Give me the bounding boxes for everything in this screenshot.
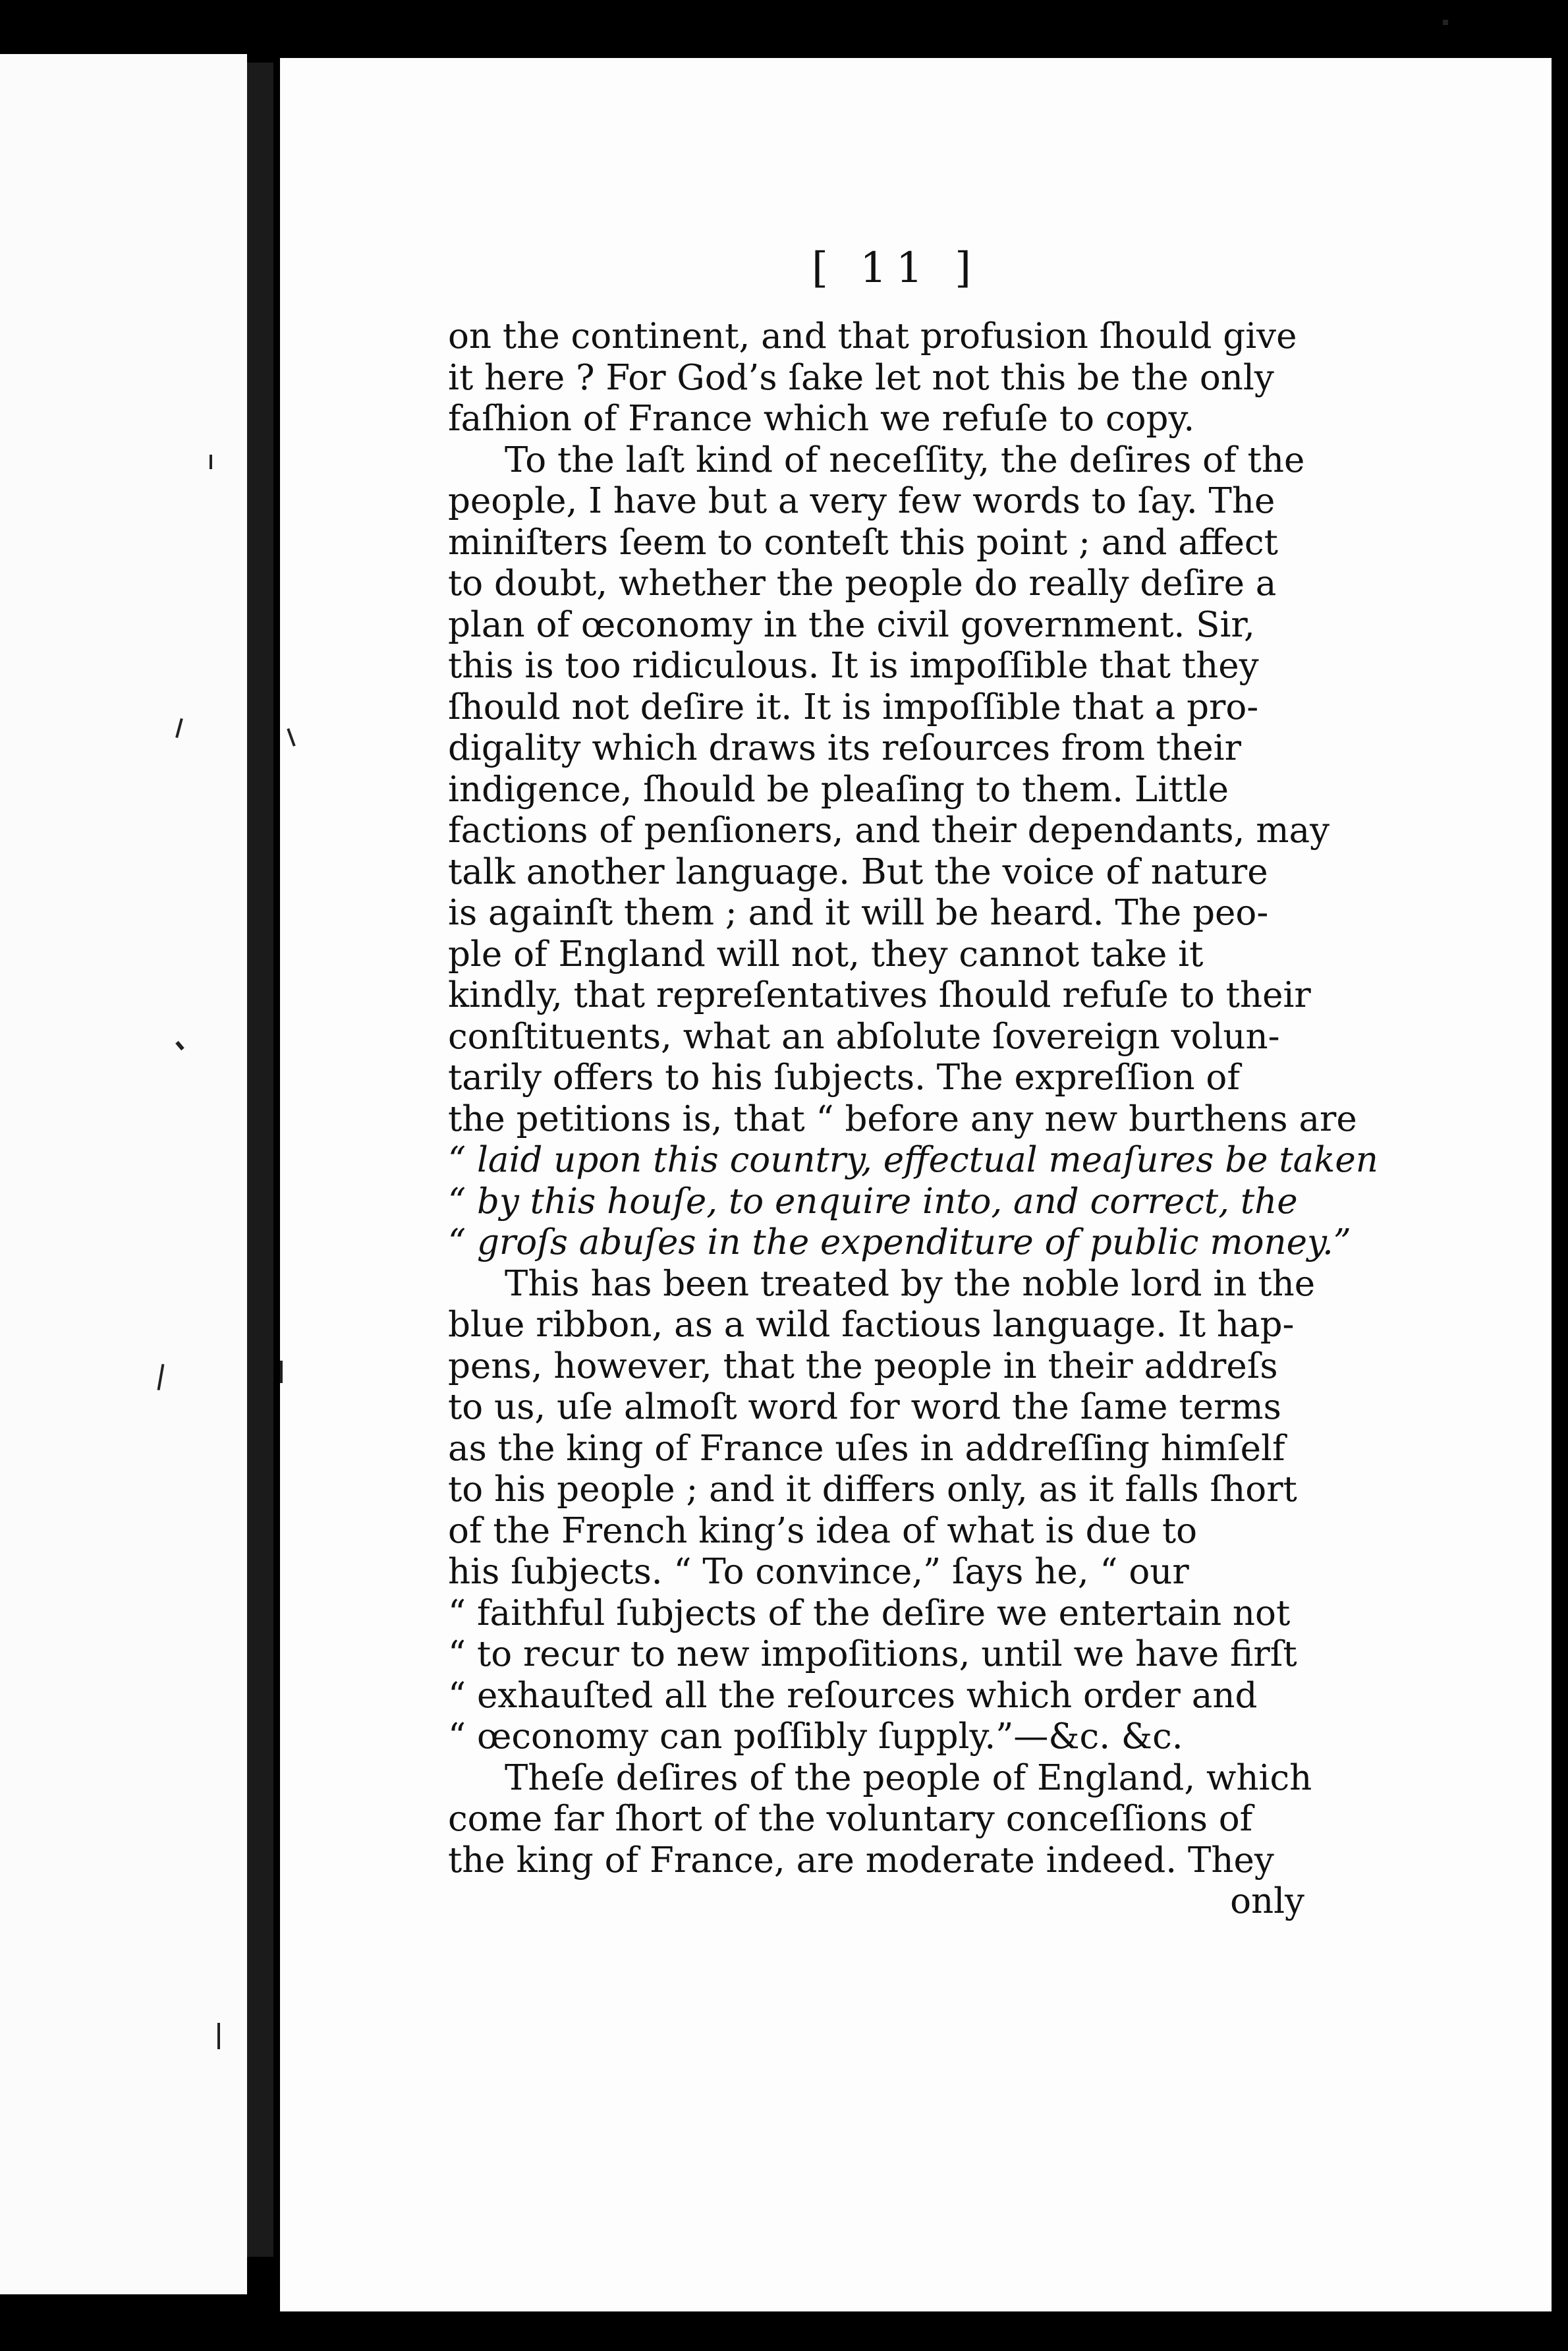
text-line: “ œconomy can poſſibly ſupply.”—&c. &c. xyxy=(448,1716,1183,1757)
text-line: to his people ; and it differs only, as it falls ſhort xyxy=(448,1469,1297,1510)
book-gutter xyxy=(247,63,273,2257)
page-number: [ 11 ] xyxy=(811,244,981,293)
margin-mark xyxy=(217,2023,220,2049)
text-line: come far ſhort of the voluntary conceſſions of xyxy=(448,1799,1253,1839)
text-line: indigence, ſhould be pleaſing to them. Little xyxy=(448,769,1229,810)
text-line: tarily offers to his ſubjects. The expreſſion of xyxy=(448,1058,1240,1098)
text-line: plan of œconomy in the civil government. Sir, xyxy=(448,604,1255,645)
text-line: conſtituents, what an abſolute ſovereign volun- xyxy=(448,1016,1280,1057)
text-line: This has been treated by the noble lord in the xyxy=(505,1263,1316,1304)
text-line: “ groſs abuſes in the expenditure of public money.” xyxy=(448,1222,1351,1262)
text-line: his ſubjects. “ To convince,” ſays he, “ our xyxy=(448,1552,1189,1592)
body-text xyxy=(448,316,1378,1923)
text-line: of the French king’s idea of what is due to xyxy=(448,1510,1198,1551)
margin-mark xyxy=(280,1361,283,1383)
text-line: is againſt them ; and it will be heard. The peo- xyxy=(448,893,1269,933)
text-line: “ faithful ſubjects of the deſire we entertain not xyxy=(448,1593,1291,1633)
text-line: pens, however, that the people in their addreſs xyxy=(448,1345,1278,1386)
text-line: as the king of France uſes in addreſſing himſelf xyxy=(448,1428,1285,1469)
text-line: to doubt, whether the people do really deſire a xyxy=(448,563,1277,604)
text-line: kindly, that repreſentatives ſhould refuſe to their xyxy=(448,975,1311,1015)
text-line: the king of France, are moderate indeed. They xyxy=(448,1840,1274,1881)
text-line: miniſters ſeem to conteſt this point ; and affect xyxy=(448,522,1278,563)
text-line: on the continent, and that profusion ſhould give xyxy=(448,316,1297,356)
text-line: ſhould not deſire it. It is impoſſible that a pro- xyxy=(448,687,1259,727)
text-line: people, I have but a very few words to ſay. The xyxy=(448,481,1275,521)
text-line: only xyxy=(1230,1881,1304,1921)
text-line: To the laſt kind of neceſſity, the deſires of the xyxy=(505,439,1305,480)
text-line: it here ? For God’s ſake let not this be the only xyxy=(448,357,1274,398)
text-line: Theſe deſires of the people of England, which xyxy=(505,1757,1312,1798)
text-line: “ by this houſe, to enquire into, and correct, the xyxy=(448,1181,1298,1222)
text-line: talk another language. But the voice of nature xyxy=(448,851,1268,892)
text-line: ple of England will not, they cannot take it xyxy=(448,934,1204,975)
text-line: “ laid upon this country, effectual meaſures be taken xyxy=(448,1140,1378,1180)
margin-mark xyxy=(1443,20,1448,25)
margin-mark xyxy=(210,455,212,469)
text-line: “ exhauſted all the reſources which order and xyxy=(448,1675,1258,1716)
text-line: “ to recur to new impoſitions, until we have firſt xyxy=(448,1634,1297,1674)
text-line: the petitions is, that “ before any new burthens are xyxy=(448,1098,1357,1139)
text-line: this is too ridiculous. It is impoſſible that they xyxy=(448,646,1259,686)
facing-page-left xyxy=(0,54,247,2294)
text-line: factions of penſioners, and their dependants, may xyxy=(448,810,1330,851)
text-line: digality which draws its reſources from their xyxy=(448,728,1241,768)
text-line: to us, uſe almoſt word for word the ſame terms xyxy=(448,1387,1281,1427)
text-line: faſhion of France which we refuſe to copy. xyxy=(448,399,1195,439)
text-line: blue ribbon, as a wild factious language. It hap- xyxy=(448,1305,1295,1345)
